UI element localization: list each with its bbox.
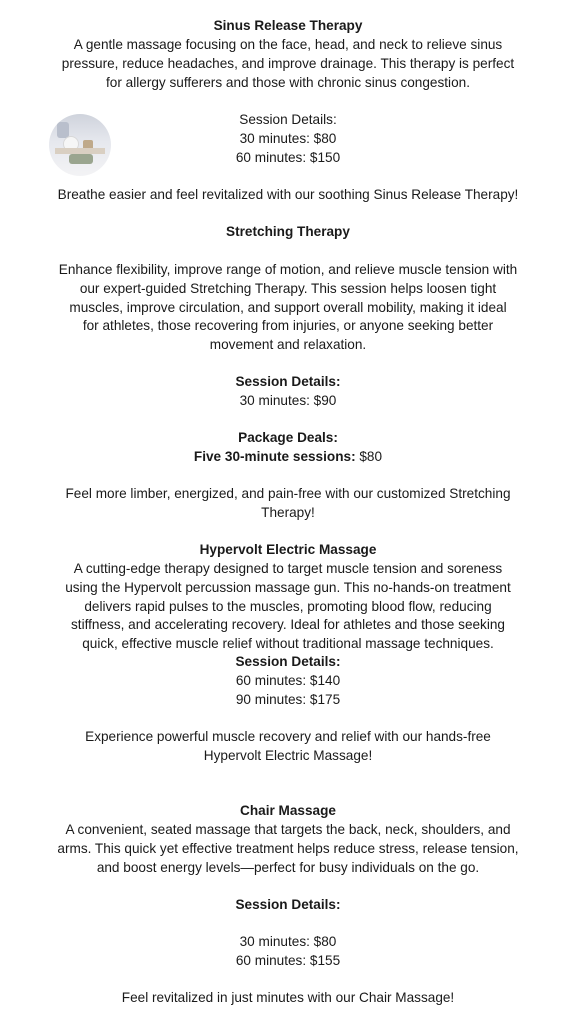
chair-title: Chair Massage: [240, 803, 336, 818]
stretching-tagline: Feel more limber, energized, and pain-free with our customized Stretching Therapy!: [65, 486, 511, 520]
chair-session-details: [24, 933, 552, 971]
sinus-price-30: 30 minutes: $80: [239, 130, 337, 146]
sinus-tagline: Breathe easier and feel revitalized with our soothing Sinus Release Therapy!: [57, 187, 519, 202]
sinus-description: A gentle massage focusing on the face, head, and neck to relieve sinus pressure, reduce headaches, and improve drainage. This therapy is perfect for allergy sufferers and those with chronic sinus congestion.: [61, 37, 515, 90]
stretching-package-deals: [24, 429, 552, 467]
hypervolt-description: A cutting-edge therapy designed to target muscle tension and soreness using the Hypervolt percussion massage gun. This no-hands-on treatment delivers rapid pulses to the muscles, promoting blood flow, reducing stiffness, and accelerating recovery. Ideal for athletes and those seeking quick, effective muscle relief without traditional massage techniques.: [65, 561, 511, 652]
chair-price-60: 60 minutes: $155: [235, 952, 341, 968]
package-offer: Five 30-minute sessions: $80: [193, 448, 383, 464]
hypervolt-price-90: 90 minutes: $175: [235, 691, 341, 707]
hypervolt-details-heading: Session Details:: [235, 654, 341, 669]
chair-price-30: 30 minutes: $80: [239, 934, 337, 949]
stretching-session-details: [24, 373, 552, 411]
hypervolt-tagline: Experience powerful muscle recovery and relief with our hands-free Hypervolt Electric Massage!: [85, 729, 491, 763]
stretching-title: Stretching Therapy: [226, 224, 350, 239]
hypervolt-session-details: [24, 653, 552, 709]
stretching-price-30: 30 minutes: $90: [239, 392, 337, 408]
stretching-description: Enhance flexibility, improve range of motion, and relieve muscle tension with our expert-guided Stretching Therapy. This session helps loosen tight muscles, improve circulation, and support overall mobility, making it ideal for athletes, those recovering from injuries, or anyone seeking better movement and relaxation.: [58, 262, 518, 353]
sinus-price-60: 60 minutes: $150: [235, 149, 341, 165]
sinus-details-heading: Session Details:: [239, 112, 337, 127]
hypervolt-title: Hypervolt Electric Massage: [199, 542, 377, 557]
chair-tagline: Feel revitalized in just minutes with our Chair Massage!: [121, 990, 455, 1005]
stretching-details-heading: Session Details:: [235, 374, 341, 389]
chair-details-heading: Session Details:: [235, 897, 341, 912]
hypervolt-price-60: 60 minutes: $140: [235, 672, 341, 688]
package-heading: Package Deals:: [238, 430, 338, 445]
spa-photo: [49, 114, 111, 176]
chair-description: A convenient, seated massage that targets the back, neck, shoulders, and arms. This quick yet effective treatment helps reduce stress, release tension, and boost energy levels—perfect for busy individuals on the go.: [57, 822, 519, 875]
sinus-title: Sinus Release Therapy: [213, 18, 363, 33]
